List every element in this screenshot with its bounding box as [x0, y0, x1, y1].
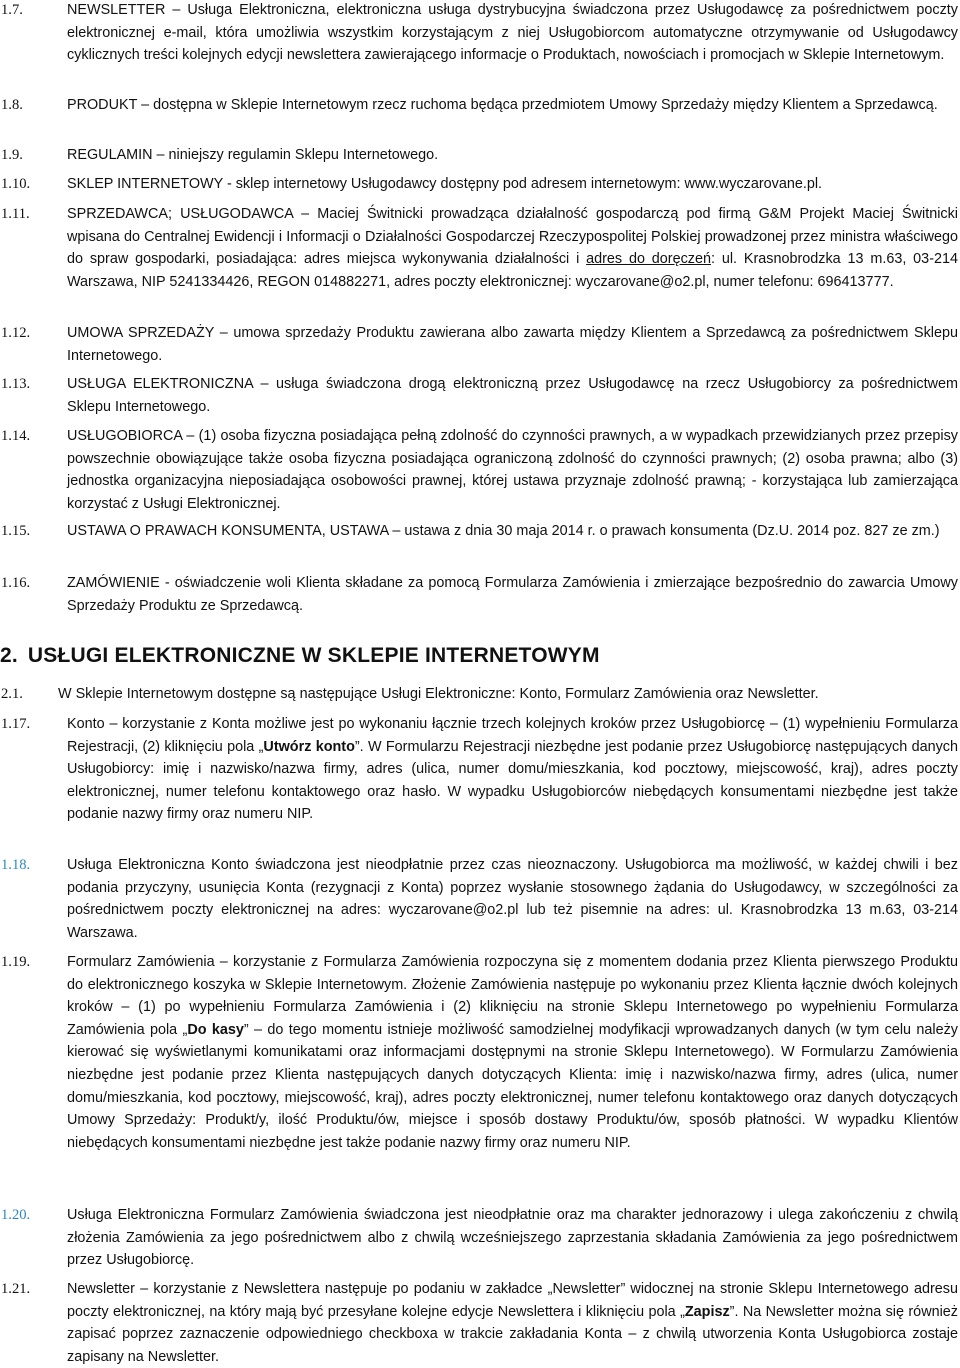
item-text: USTAWA O PRAWACH KONSUMENTA, USTAWA – ustawa z dnia 30 maja 2014 r. o prawach konsumenta (Dz.U. 2014 poz. 827 ze zm.) — [67, 523, 940, 539]
item-text: PRODUKT – dostępna w Sklepie Internetowym rzecz ruchoma będąca przedmiotem Umowy Sprzedaży między Klientem a Sprzedawcą. — [67, 97, 938, 113]
item-text: USŁUGOBIORCA – (1) osoba fizyczna posiadająca pełną zdolność do czynności prawnych, a w wypadkach przewidzianych przez przepisy powszechnie obowiązujące także osoba fizyczna posiadająca ograniczoną zdolność do czynności prawnych; (2) osoba prawna; albo (3) jednostka organizacyjna nieposiadająca osobowości prawnej, której ustawa przyznaje zdolność prawną; - korzystająca lub zamierzająca korzystać z Usługi Elektronicznej. — [67, 428, 958, 512]
definition-1-8 — [0, 94, 960, 117]
item-text: Usługa Elektroniczna Konto świadczona jest nieodpłatnie przez czas nieoznaczony. Usługobiorca ma możliwość, w każdej chwili i bez podania przyczyny, usunięcia Konta (rezygnacji z Konta) poprzez wysłanie stosownego żądania do Usługodawcy, w szczególności za pośrednictwem poczty elektronicznej na adres: wyczarovane@o2.pl lub też pisemnie na adres: ul. Krasnobrodzka 13 m.63, 03-214 Warszawa. — [67, 857, 958, 941]
bold-term: Utwórz konto — [263, 738, 355, 755]
section-number: 2. — [0, 644, 18, 667]
definition-1-7 — [0, 0, 960, 67]
definition-1-11 — [0, 203, 960, 293]
item-number: 1.19. — [1, 954, 31, 970]
item-text: Usługa Elektroniczna Formularz Zamówienia świadczona jest nieodpłatnie oraz ma charakter jednorazowy i ulega zakończeniu z chwilą złożenia Zamówienia za jego pośrednictwem albo z chwilą wcześniejszego zaprzestania składania Zamówienia za jego pośrednictwem przez Usługobiorcę. — [67, 1207, 958, 1269]
item-text: ZAMÓWIENIE - oświadczenie woli Klienta składane za pomocą Formularza Zamówienia i zmierzające bezpośrednio do zawarcia Umowy Sprzedaży Produktu ze Sprzedawcą. — [67, 575, 958, 614]
text-part: ”. Na Newsletter można się również zapisać poprzez zaznaczenie odpowiedniego checkboxa w trakcie zakładania Konta – z chwilą utworzenia Konta Usługobiorca zostaje zapisany na Newsletter. — [67, 1303, 958, 1365]
item-number: 1.16. — [1, 575, 31, 591]
section-item-1-21 — [0, 1278, 960, 1368]
bold-term: Zapisz — [684, 1303, 730, 1320]
item-text: REGULAMIN – niniejszy regulamin Sklepu Internetowego. — [67, 147, 439, 163]
text-part: SPRZEDAWCA; USŁUGODAWCA – Maciej Świtnicki prowadząca działalność gospodarczą pod firmą G&M Projekt Maciej Świtnicki wpisana do Centralnej Ewidencji i Informacji o Działalności Gospodarczej Rzeczypospolitej Polskiej prowadzonej przez ministra właściwego do spraw gospodarki, posiadająca: adres miejsca wykonywania działalności i — [67, 206, 958, 268]
item-number: 1.9. — [1, 147, 23, 163]
section-item-1-18 — [0, 854, 960, 944]
section-heading — [0, 643, 610, 669]
item-text: UMOWA SPRZEDAŻY – umowa sprzedaży Produktu zawierana albo zawarta między Klientem a Sprzedawcą za pośrednictwem Sklepu Internetowego. — [67, 325, 958, 364]
definition-1-9 — [0, 144, 960, 167]
text-part: Konto – korzystanie z Konta możliwe jest po wykonaniu łącznie trzech kolejnych kroków przez Usługobiorcę – (1) wypełnieniu Formularza Rejestracji, (2) kliknięciu pola „ — [67, 716, 958, 755]
item-text — [67, 951, 960, 1154]
underlined-term: adres do doręczeń — [586, 251, 711, 268]
text-part: Newsletter – korzystanie z Newslettera następuje po podaniu w zakładce „Newsletter” widocznej na stronie Sklepu Internetowego adresu poczty elektronicznej, na który mają być przesyłane kolejne edycje Newslettera i kliknięciu pola „ — [67, 1281, 958, 1320]
definition-1-16 — [0, 572, 960, 617]
item-number: 1.10. — [1, 176, 31, 192]
item-number: 1.17. — [1, 716, 31, 732]
section-item-1-20 — [0, 1204, 960, 1272]
item-number: 1.18. — [1, 857, 31, 873]
item-text — [67, 203, 960, 293]
definition-1-15 — [0, 520, 960, 543]
bold-term: Do kasy — [187, 1021, 244, 1038]
definition-1-13 — [0, 373, 960, 418]
item-number: 1.20. — [1, 1207, 31, 1223]
section-title: USŁUGI ELEKTRONICZNE W SKLEPIE INTERNETOWYM — [27, 644, 600, 667]
item-number: 1.7. — [1, 2, 23, 18]
definition-1-12 — [0, 322, 960, 367]
item-number: 2.1. — [1, 686, 23, 702]
item-number: 1.21. — [1, 1281, 31, 1297]
item-text: NEWSLETTER – Usługa Elektroniczna, elektroniczna usługa dystrybucyjna świadczona przez Usługodawcę za pośrednictwem poczty elektronicznej e-mail, która umożliwia wszystkim korzystającym z niej Usługobiorcom automatyczne otrzymywanie od Usługodawcy cyklicznych treści kolejnych edycji newslettera zawierającego informacje o Produktach, nowościach i promocjach w Sklepie Internetowym. — [67, 2, 958, 64]
item-number: 1.8. — [1, 97, 23, 113]
definition-1-10 — [0, 173, 960, 196]
section-item-1-17 — [0, 713, 960, 826]
text-part: ”. W Formularzu Rejestracji niezbędne jest podanie przez Usługobiorcę następujących danych Usługobiorcy: imię i nazwisko/nazwa firmy, adres (ulica, numer domu/mieszkania, kod pocztowy, miejscowość, kraj), adres poczty elektronicznej, numer telefonu kontaktowego oraz hasło. W wypadku Usługobiorców niebędących konsumentami niezbędne jest także podanie nazwy firmy oraz numeru NIP. — [67, 738, 958, 823]
item-text — [67, 1278, 960, 1368]
item-number: 1.13. — [1, 376, 31, 392]
item-text: SKLEP INTERNETOWY - sklep internetowy Usługodawcy dostępny pod adresem internetowym: www.wyczarovane.pl. — [67, 176, 823, 192]
definition-1-14 — [0, 425, 960, 515]
item-number: 1.11. — [1, 206, 30, 222]
item-text: W Sklepie Internetowym dostępne są następujące Usługi Elektroniczne: Konto, Formularz Zamówienia oraz Newsletter. — [58, 686, 819, 702]
text-part: : ul. Krasnobrodzka 13 m.63, 03-214 Warszawa, NIP 5241334426, REGON 014882271, adres poczty elektronicznej: wyczarovane@o2.pl, numer telefonu: 696413777. — [67, 251, 958, 290]
text-part: ” – do tego momentu istnieje możliwość samodzielnej modyfikacji wprowadzanych danych (w tym celu należy kierować się wyświetlanymi komunikatami oraz informacjami dostępnymi na stronie Sklepu Internetowego). W Formularzu Zamówienia niezbędne jest podanie przez Klienta następujących danych dotyczących Klienta: imię i nazwisko/nazwa firmy, adres (ulica, numer domu/mieszkania, kod pocztowy, miejscowość, kraj), adres poczty elektronicznej, numer telefonu kontaktowego oraz danych dotyczących Umowy Sprzedaży: Produkt/y, ilość Produktu/ów, miejsce i sposób dostawy Produktu/ów, sposób płatności. W wypadku Klientów niebędących konsumentami niezbędne jest także podanie nazwy firmy oraz numeru NIP. — [67, 1021, 958, 1151]
item-number: 1.12. — [1, 325, 31, 341]
item-text: USŁUGA ELEKTRONICZNA – usługa świadczona drogą elektroniczną przez Usługodawcę na rzecz Usługobiorcy za pośrednictwem Sklepu Internetowego. — [67, 376, 958, 415]
item-text — [67, 713, 960, 826]
item-number: 1.14. — [1, 428, 31, 444]
section-item-1-19 — [0, 951, 960, 1154]
item-number: 1.15. — [1, 523, 31, 539]
text-part: Formularz Zamówienia – korzystanie z Formularza Zamówienia rozpoczyna się z momentem dodania przez Klienta pierwszego Produktu do elektronicznego koszyka w Sklepie Internetowym. Złożenie Zamówienia następuje po wykonaniu przez Klienta łącznie dwóch kolejnych kroków – (1) po wypełnieniu Formularza Zamówienia i (2) kliknięciu na stronie Sklepu Internetowego po wypełnieniu Formularza Zamówienia pola „ — [67, 954, 958, 1038]
section-item-2-1 — [0, 683, 960, 706]
